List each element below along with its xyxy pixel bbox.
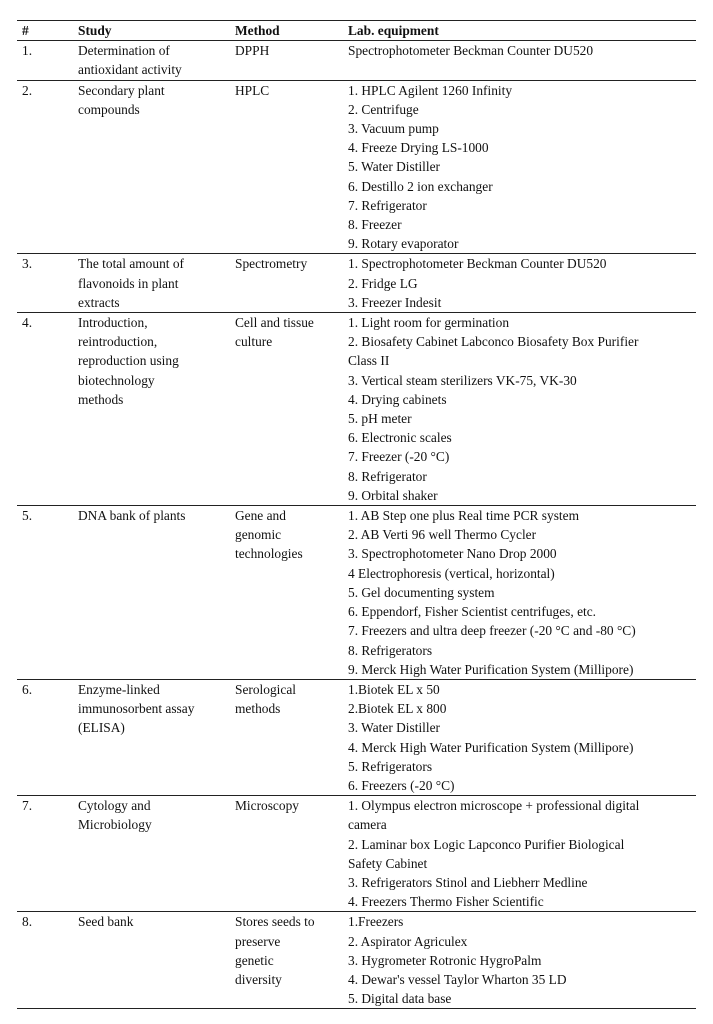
row-number: 2. bbox=[17, 80, 78, 254]
study-line: extracts bbox=[78, 294, 120, 310]
equipment-item: 3. Spectrophotometer Nano Drop 2000 bbox=[348, 546, 557, 562]
equipment-item: 9. Orbital shaker bbox=[348, 487, 438, 503]
equipment-item: 1.Biotek EL x 50 bbox=[348, 681, 440, 697]
study-line: antioxidant activity bbox=[78, 62, 182, 78]
equipment-item: 4. Freeze Drying LS-1000 bbox=[348, 140, 489, 156]
method-cell bbox=[235, 796, 348, 912]
equipment-item: 1. Light room for germination bbox=[348, 315, 510, 331]
study-cell bbox=[78, 41, 235, 80]
study-line: Microbiology bbox=[78, 817, 152, 833]
equipment-item: 8. Refrigerators bbox=[348, 642, 433, 658]
equipment-item: 6. Destillo 2 ion exchanger bbox=[348, 178, 493, 194]
method-line: genetic bbox=[235, 952, 274, 968]
table-row bbox=[17, 796, 696, 912]
header-equipment: Lab. equipment bbox=[348, 21, 696, 41]
study-line: (ELISA) bbox=[78, 720, 125, 736]
equipment-item: Spectrophotometer Beckman Counter DU520 bbox=[348, 43, 594, 59]
method-cell bbox=[235, 80, 348, 254]
equipment-item: 3. Vertical steam sterilizers VK-75, VK-30 bbox=[348, 372, 577, 388]
row-number: 7. bbox=[17, 796, 78, 912]
study-line: immunosorbent assay bbox=[78, 701, 195, 717]
equipment-item: 2. Fridge LG bbox=[348, 275, 418, 291]
equipment-item: 6. Eppendorf, Fisher Scientist centrifuges, etc. bbox=[348, 604, 597, 620]
method-line: Serological bbox=[235, 681, 296, 697]
study-line: reproduction using bbox=[78, 353, 179, 369]
study-cell bbox=[78, 506, 235, 680]
equipment-item: 3. Freezer Indesit bbox=[348, 294, 442, 310]
equipment-item: 9. Merck High Water Purification System (Millipore) bbox=[348, 661, 634, 677]
method-line: Gene and bbox=[235, 508, 286, 524]
equipment-item: 2. Aspirator Agriculex bbox=[348, 933, 468, 949]
equipment-item: 6. Electronic scales bbox=[348, 430, 452, 446]
study-cell bbox=[78, 313, 235, 506]
study-line: reintroduction, bbox=[78, 334, 158, 350]
table-row bbox=[17, 80, 696, 254]
method-line: preserve bbox=[235, 933, 281, 949]
equipment-item: 7. Freezer (-20 °C) bbox=[348, 449, 450, 465]
study-line: The total amount of bbox=[78, 256, 184, 272]
header-row bbox=[17, 21, 696, 41]
equipment-cell bbox=[348, 80, 696, 254]
method-cell bbox=[235, 506, 348, 680]
row-number: 4. bbox=[17, 313, 78, 506]
equipment-item: 6. Freezers (-20 °C) bbox=[348, 777, 455, 793]
method-line: Microscopy bbox=[235, 798, 299, 814]
method-cell bbox=[235, 679, 348, 795]
method-line: genomic bbox=[235, 527, 282, 543]
equipment-cell bbox=[348, 254, 696, 313]
equipment-item: 5. Water Distiller bbox=[348, 159, 441, 175]
method-cell bbox=[235, 313, 348, 506]
row-number: 3. bbox=[17, 254, 78, 313]
equipment-item: 7. Freezers and ultra deep freezer (-20 °C and -80 °C) bbox=[348, 623, 636, 639]
equipment-item: 3. Hygrometer Rotronic HygroPalm bbox=[348, 952, 542, 968]
equipment-table bbox=[17, 20, 696, 1009]
equipment-item: Class II bbox=[348, 353, 390, 369]
table-header bbox=[17, 21, 696, 41]
study-cell bbox=[78, 80, 235, 254]
equipment-item: 4. Drying cabinets bbox=[348, 391, 447, 407]
method-line: technologies bbox=[235, 546, 303, 562]
equipment-item: 1.Freezers bbox=[348, 914, 404, 930]
equipment-item: 7. Refrigerator bbox=[348, 197, 427, 213]
equipment-cell bbox=[348, 679, 696, 795]
row-number: 5. bbox=[17, 506, 78, 680]
header-method: Method bbox=[235, 21, 348, 41]
equipment-cell bbox=[348, 41, 696, 80]
equipment-item: 1. Spectrophotometer Beckman Counter DU520 bbox=[348, 256, 607, 272]
method-line: Spectrometry bbox=[235, 256, 308, 272]
equipment-item: 5. Refrigerators bbox=[348, 758, 433, 774]
equipment-item: 3. Vacuum pump bbox=[348, 121, 439, 137]
equipment-item: 4. Merck High Water Purification System (Millipore) bbox=[348, 739, 634, 755]
table-body bbox=[17, 41, 696, 1009]
equipment-item: 2.Biotek EL x 800 bbox=[348, 701, 447, 717]
equipment-item: 2. Laminar box Logic Lapconco Purifier Biological bbox=[348, 836, 625, 852]
study-line: Seed bank bbox=[78, 914, 134, 930]
equipment-item: 3. Refrigerators Stinol and Liebherr Medline bbox=[348, 874, 588, 890]
equipment-item: 4 Electrophoresis (vertical, horizontal) bbox=[348, 565, 555, 581]
header-study: Study bbox=[78, 21, 235, 41]
study-line: Secondary plant bbox=[78, 82, 165, 98]
equipment-item: 8. Refrigerator bbox=[348, 468, 427, 484]
equipment-item: 2. AB Verti 96 well Thermo Cycler bbox=[348, 527, 537, 543]
equipment-item: 1. Olympus electron microscope + professional digital bbox=[348, 798, 640, 814]
study-line: Introduction, bbox=[78, 315, 148, 331]
equipment-cell bbox=[348, 796, 696, 912]
row-number: 8. bbox=[17, 912, 78, 1009]
equipment-item: 5. Gel documenting system bbox=[348, 584, 495, 600]
study-line: Enzyme-linked bbox=[78, 681, 160, 697]
table-row bbox=[17, 313, 696, 506]
row-number: 1. bbox=[17, 41, 78, 80]
equipment-item: camera bbox=[348, 817, 387, 833]
method-cell bbox=[235, 254, 348, 313]
method-line: methods bbox=[235, 701, 281, 717]
row-number: 6. bbox=[17, 679, 78, 795]
study-line: compounds bbox=[78, 101, 140, 117]
table-row bbox=[17, 679, 696, 795]
equipment-item: Safety Cabinet bbox=[348, 855, 428, 871]
equipment-item: 1. AB Step one plus Real time PCR system bbox=[348, 508, 579, 524]
equipment-item: 5. pH meter bbox=[348, 411, 412, 427]
table-row bbox=[17, 912, 696, 1009]
table-row bbox=[17, 254, 696, 313]
study-cell bbox=[78, 796, 235, 912]
study-cell bbox=[78, 912, 235, 1009]
study-line: DNA bank of plants bbox=[78, 508, 186, 524]
method-line: diversity bbox=[235, 971, 282, 987]
study-line: biotechnology bbox=[78, 372, 155, 388]
equipment-item: 3. Water Distiller bbox=[348, 720, 441, 736]
header-number: # bbox=[17, 21, 78, 41]
equipment-item: 2. Centrifuge bbox=[348, 101, 419, 117]
study-line: methods bbox=[78, 391, 124, 407]
equipment-item: 4. Freezers Thermo Fisher Scientific bbox=[348, 894, 544, 910]
equipment-cell bbox=[348, 506, 696, 680]
equipment-item: 2. Biosafety Cabinet Labconco Biosafety Box Purifier bbox=[348, 334, 639, 350]
study-cell bbox=[78, 254, 235, 313]
method-line: culture bbox=[235, 334, 273, 350]
equipment-item: 8. Freezer bbox=[348, 217, 402, 233]
method-line: DPPH bbox=[235, 43, 270, 59]
study-cell bbox=[78, 679, 235, 795]
equipment-item: 5. Digital data base bbox=[348, 991, 452, 1007]
equipment-item: 4. Dewar's vessel Taylor Wharton 35 LD bbox=[348, 971, 567, 987]
method-cell bbox=[235, 912, 348, 1009]
method-line: HPLC bbox=[235, 82, 270, 98]
table-row bbox=[17, 506, 696, 680]
study-line: Cytology and bbox=[78, 798, 151, 814]
equipment-cell bbox=[348, 313, 696, 506]
equipment-cell bbox=[348, 912, 696, 1009]
study-line: flavonoids in plant bbox=[78, 275, 179, 291]
method-line: Stores seeds to bbox=[235, 914, 315, 930]
method-line: Cell and tissue bbox=[235, 315, 314, 331]
method-cell bbox=[235, 41, 348, 80]
table-row bbox=[17, 41, 696, 80]
equipment-item: 1. HPLC Agilent 1260 Infinity bbox=[348, 82, 513, 98]
study-line: Determination of bbox=[78, 43, 170, 59]
equipment-item: 9. Rotary evaporator bbox=[348, 236, 459, 252]
